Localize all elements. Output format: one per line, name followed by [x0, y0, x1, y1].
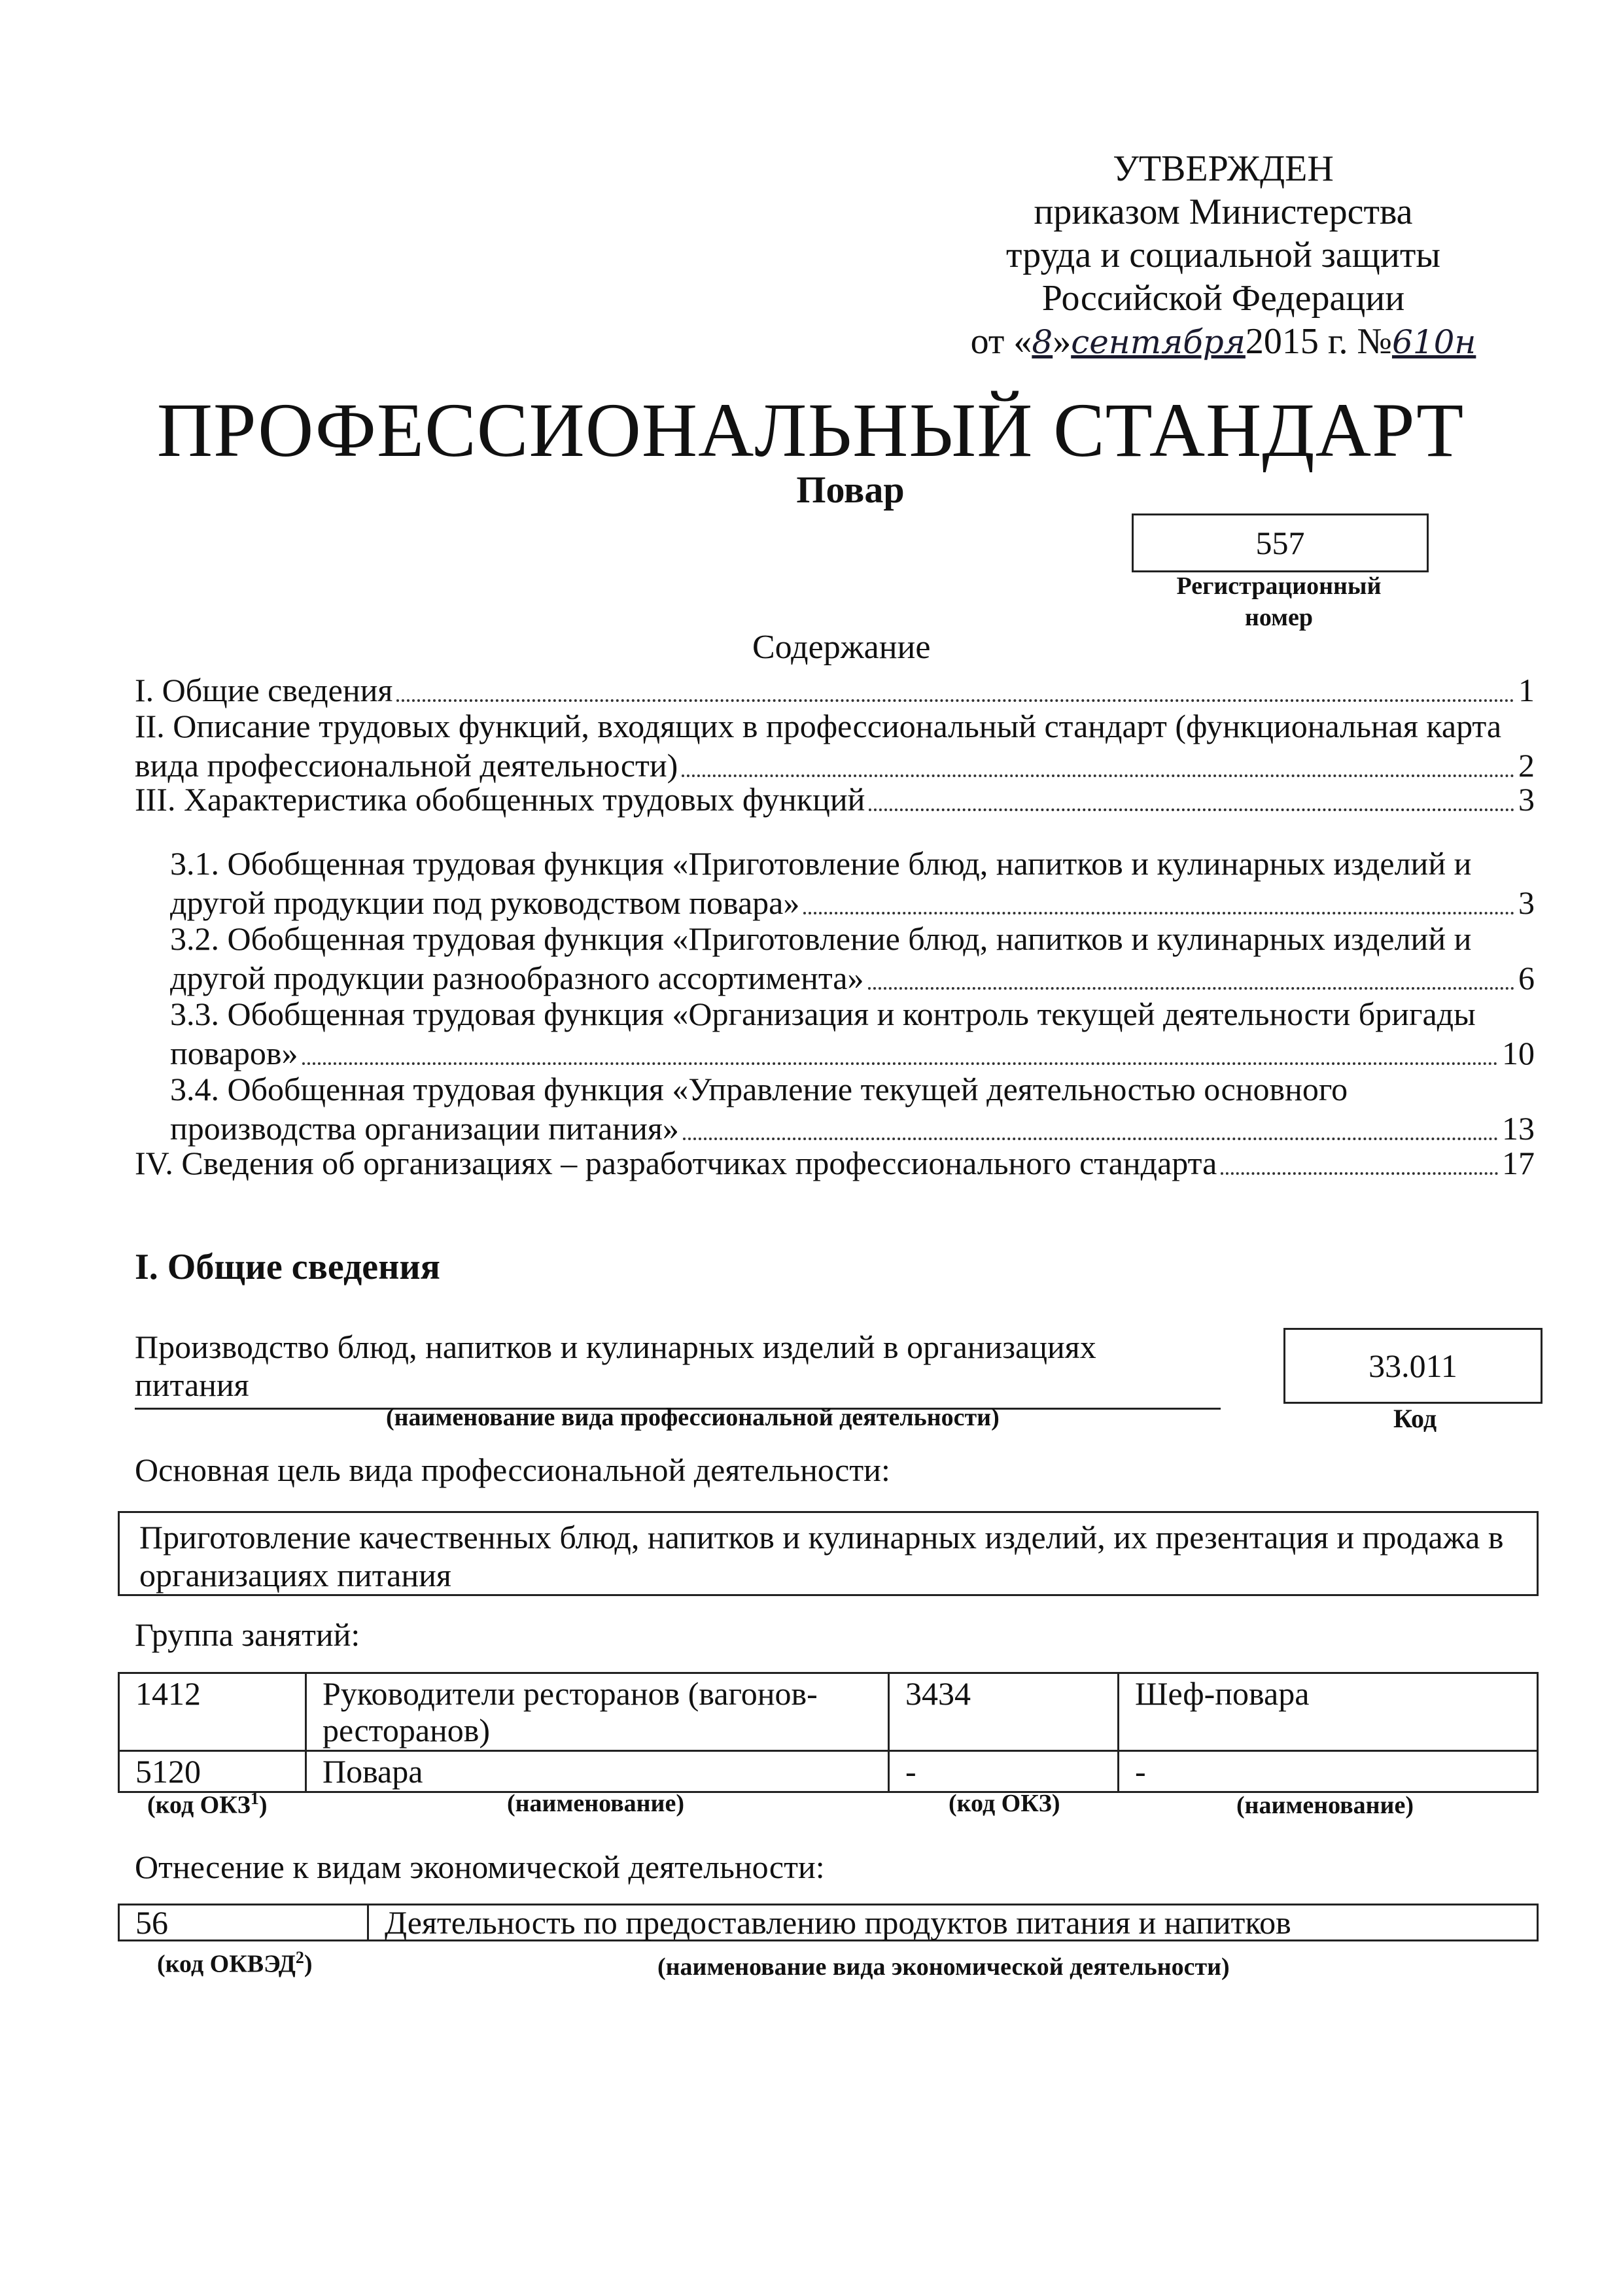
toc-item-text: I. Общие сведения — [135, 672, 393, 708]
approval-block — [909, 147, 1537, 364]
table-row — [119, 1751, 1538, 1792]
toc-item-text: производства организации питания» — [170, 1110, 679, 1147]
handwritten-month: сентября — [1071, 323, 1246, 361]
occupation-name-line-1: Руководители ресторанов (вагонов- — [322, 1675, 818, 1712]
toc-page: 3 — [1518, 884, 1535, 921]
handwritten-number: 610н — [1391, 323, 1476, 361]
occupation-name-cell: - — [1119, 1751, 1538, 1792]
toc-leader — [302, 1062, 1498, 1065]
toc-item-text: вида профессиональной деятельности) — [135, 747, 678, 784]
toc-page: 10 — [1502, 1035, 1535, 1071]
toc-page: 17 — [1502, 1145, 1535, 1181]
handwritten-day: 8 — [1032, 323, 1053, 361]
group-heading: Группа занятий: — [135, 1616, 360, 1653]
activity-line-2: питания — [135, 1366, 249, 1403]
okved-table — [118, 1904, 1539, 1941]
occupation-group-table — [118, 1672, 1539, 1793]
activity-label: (наименование вида профессиональной деятельности) — [386, 1404, 1000, 1431]
toc-leader — [868, 987, 1515, 990]
toc-leader — [869, 809, 1514, 811]
table-row — [119, 1905, 1538, 1941]
toc-item-text: другой продукции разнообразного ассортимента» — [170, 960, 864, 996]
toc-item — [170, 844, 1535, 922]
name-label: (наименование) — [507, 1790, 684, 1817]
toc-item-text-line-1: 3.2. Обобщенная трудовая функция «Приготовление блюд, напитков и кулинарных изделий и — [170, 920, 1472, 957]
goal-box — [118, 1511, 1539, 1596]
toc-page: 13 — [1502, 1110, 1535, 1147]
okz-code-label: (код ОКЗ) — [949, 1790, 1060, 1817]
approval-line-2: приказом Министерства — [1034, 192, 1413, 232]
toc-leader — [396, 699, 1514, 702]
document-subtitle: Повар — [796, 468, 905, 511]
toc-item-text: поваров» — [170, 1035, 298, 1071]
toc-item — [170, 1070, 1535, 1148]
toc-item-text: IV. Сведения об организациях – разработчиках профессионального стандарта — [135, 1145, 1217, 1181]
goal-heading: Основная цель вида профессиональной деятельности: — [135, 1452, 890, 1488]
toc-leader — [683, 1138, 1498, 1140]
okved-label-text: (код ОКВЭД — [157, 1950, 296, 1978]
occupation-name-cell: Шеф-повара — [1119, 1673, 1538, 1751]
date-mid: » — [1053, 321, 1072, 362]
toc-item-text-line-1: II. Описание трудовых функций, входящих в профессиональный стандарт (функциональная карта — [135, 708, 1502, 744]
okved-heading: Отнесение к видам экономической деятельности: — [135, 1849, 825, 1885]
name-label: (наименование) — [1236, 1792, 1414, 1819]
toc-item — [170, 994, 1535, 1073]
registration-label-line-1: Регистрационный — [1176, 572, 1382, 600]
date-year: 2015 г. № — [1245, 321, 1392, 362]
toc-leader — [1221, 1172, 1498, 1175]
okz-label-close: ) — [258, 1791, 268, 1819]
approval-line-3: труда и социальной защиты — [1006, 235, 1440, 275]
toc-item-text-line-1: 3.3. Обобщенная трудовая функция «Организация и контроль текущей деятельности бригады — [170, 996, 1476, 1032]
toc-item — [135, 706, 1535, 785]
approval-date-line — [909, 320, 1537, 364]
registration-number-box: 557 — [1132, 513, 1429, 572]
toc-leader — [682, 774, 1514, 777]
toc-heading: Содержание — [752, 629, 931, 666]
approval-line-1: УТВЕРЖДЕН — [1113, 148, 1334, 189]
okved-code-label — [157, 1948, 313, 1979]
occupation-name-line-2: ресторанов) — [322, 1712, 491, 1748]
toc-item — [170, 919, 1535, 998]
okved-code: 56 — [135, 1904, 168, 1941]
activity-line-1: Производство блюд, напитков и кулинарных изделий в организациях — [135, 1329, 1096, 1365]
approval-line-4: Российской Федерации — [1041, 278, 1405, 319]
toc-item-text: другой продукции под руководством повара» — [170, 884, 800, 921]
toc-page: 1 — [1518, 672, 1535, 708]
toc-item — [135, 1143, 1535, 1183]
activity-code-box: 33.011 — [1283, 1328, 1543, 1404]
okved-code-cell — [119, 1905, 368, 1941]
okved-name-label: (наименование вида экономической деятельности) — [657, 1953, 1230, 1981]
toc-item — [135, 670, 1535, 710]
toc-item-text: III. Характеристика обобщенных трудовых функций — [135, 781, 865, 818]
registration-label — [1138, 570, 1420, 633]
activity-kind — [135, 1328, 1221, 1410]
okz-code-cell: 3434 — [889, 1673, 1119, 1751]
toc-page: 3 — [1518, 781, 1535, 818]
toc-page: 2 — [1518, 747, 1535, 784]
section-heading: I. Общие сведения — [135, 1247, 440, 1287]
toc-item-text-line-1: 3.1. Обобщенная трудовая функция «Приготовление блюд, напитков и кулинарных изделий и — [170, 845, 1472, 882]
okz-code-cell: 5120 — [119, 1751, 306, 1792]
okz-code-cell: - — [889, 1751, 1119, 1792]
occupation-name-cell: Повара — [306, 1751, 889, 1792]
okved-label-close: ) — [304, 1950, 313, 1978]
document-title: ПРОФЕССИОНАЛЬНЫЙ СТАНДАРТ — [156, 387, 1465, 473]
activity-code-label: Код — [1393, 1404, 1437, 1433]
occupation-name-cell — [306, 1673, 889, 1751]
okz-label-text: (код ОКЗ — [147, 1791, 251, 1819]
goal-line-1: Приготовление качественных блюд, напитков и кулинарных изделий, их презентация и продажа в — [139, 1519, 1504, 1556]
toc-page: 6 — [1518, 960, 1535, 996]
toc-item — [135, 780, 1535, 819]
footnote-mark: 1 — [250, 1789, 259, 1808]
date-prefix: от « — [970, 321, 1032, 362]
table-row — [119, 1673, 1538, 1751]
goal-line-2: организациях питания — [139, 1557, 451, 1593]
toc-leader — [803, 912, 1514, 914]
okz-code-cell: 1412 — [119, 1673, 306, 1751]
okz-code-label — [147, 1789, 268, 1820]
footnote-mark: 2 — [295, 1948, 304, 1967]
toc-item-text-line-1: 3.4. Обобщенная трудовая функция «Управление текущей деятельностью основного — [170, 1071, 1348, 1107]
registration-label-line-2: номер — [1244, 604, 1314, 631]
okved-name-cell: Деятельность по предоставлению продуктов питания и напитков — [368, 1905, 1538, 1941]
